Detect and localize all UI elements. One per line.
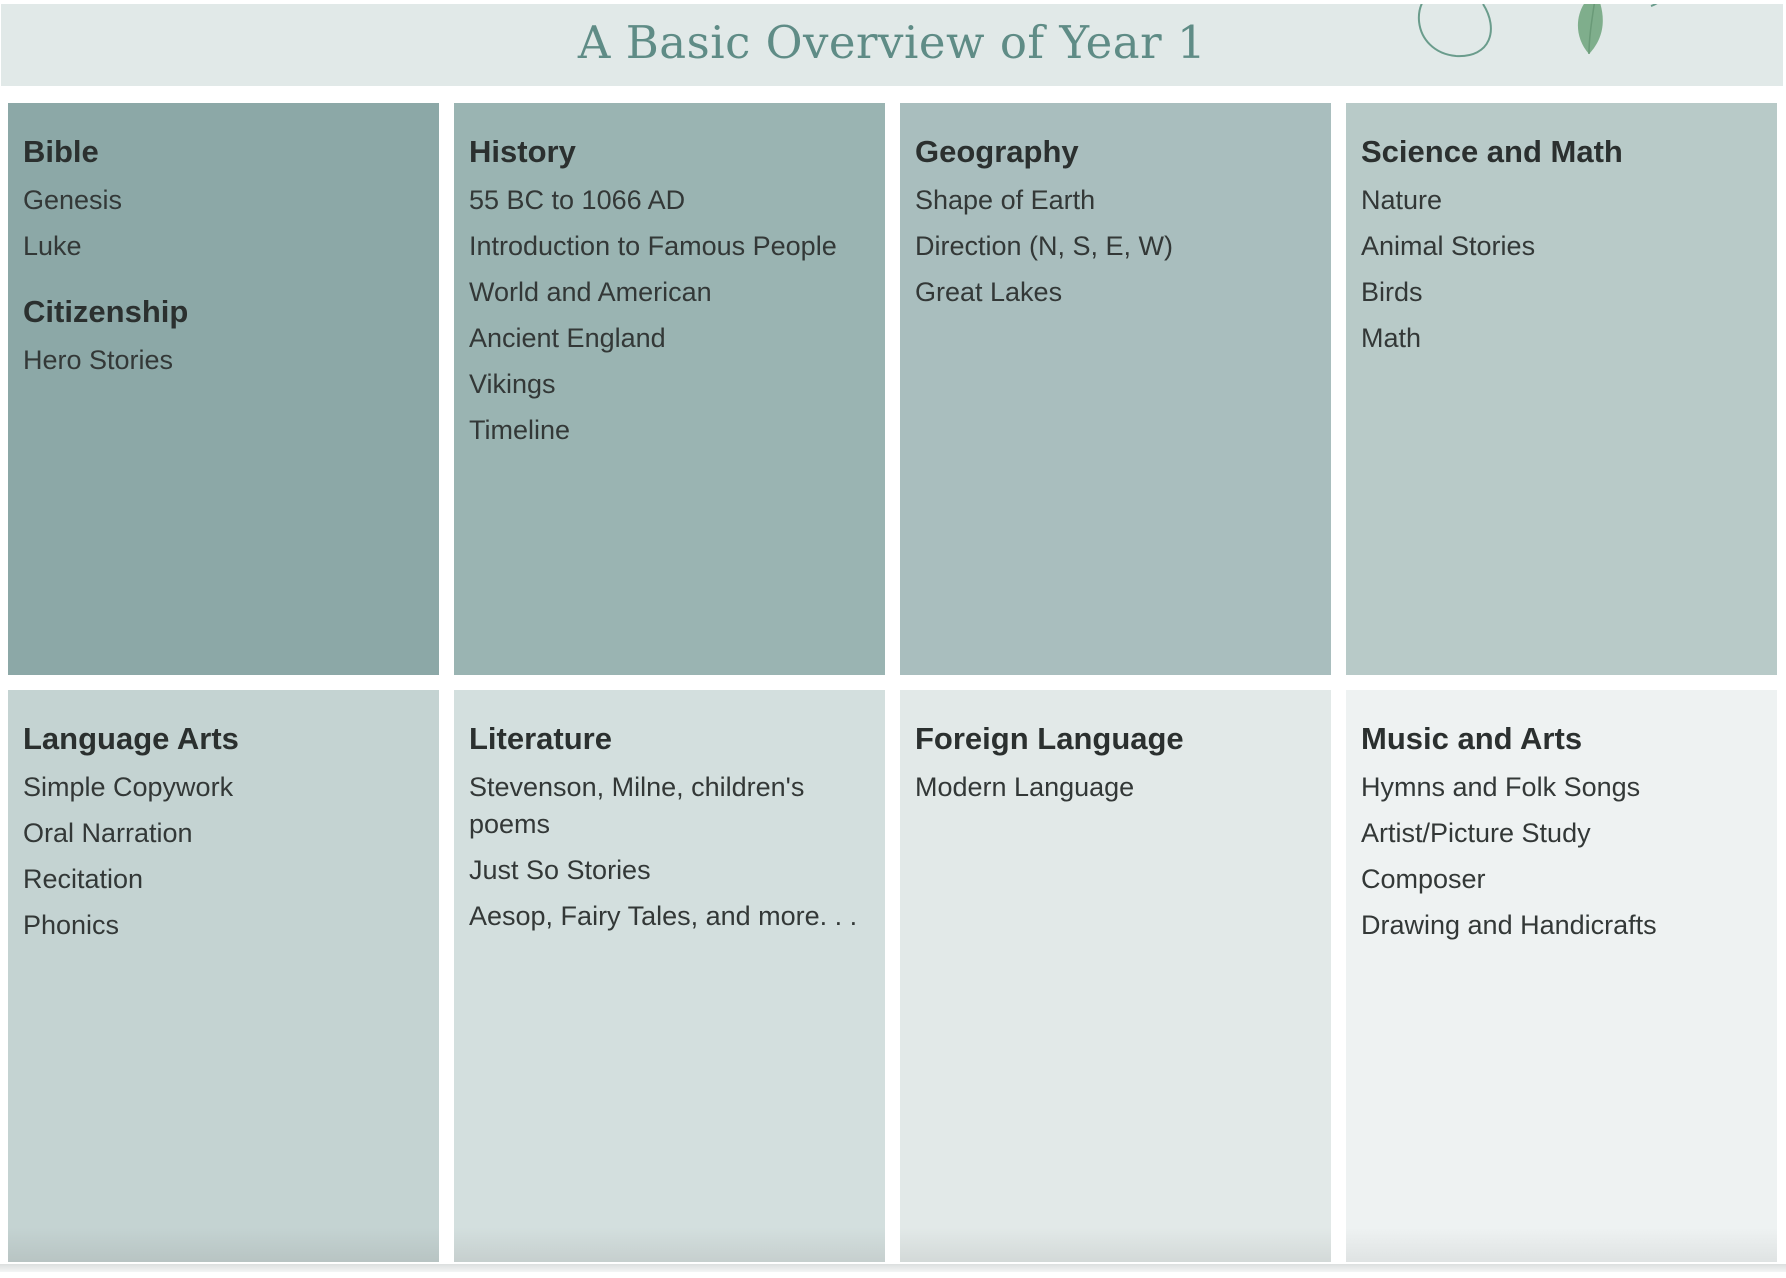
list-item: Phonics (23, 910, 120, 941)
card-heading: Geography (915, 134, 1079, 169)
card-list (23, 182, 424, 265)
card-subheading-citizenship: Citizenship (23, 294, 189, 330)
card-foreign-language (900, 690, 1331, 1262)
list-item: Stevenson, Milne, children's poems (469, 772, 805, 840)
card-heading: History (469, 134, 576, 169)
card-list (23, 769, 424, 944)
list-item: Simple Copywork (23, 772, 234, 803)
card-list (915, 182, 1316, 311)
card-history (454, 103, 885, 675)
vine-tendril (1651, 4, 1663, 6)
list-item: Direction (N, S, E, W) (915, 231, 1174, 262)
card-bible (8, 103, 439, 675)
list-item: Oral Narration (23, 818, 193, 849)
card-heading: Music and Arts (1361, 721, 1583, 756)
card-music-and-arts (1346, 690, 1777, 1262)
list-item: Animal Stories (1361, 231, 1536, 262)
list-item: Birds (1361, 277, 1423, 308)
list-item: Composer (1361, 864, 1486, 895)
card-heading: Literature (469, 721, 612, 756)
list-item: Timeline (469, 415, 571, 446)
overview-grid (8, 103, 1780, 1262)
list-item: Introduction to Famous People (469, 231, 837, 262)
list-item: Math (1361, 323, 1422, 354)
list-item: 55 BC to 1066 AD (469, 185, 686, 216)
decorative-flourish (1371, 4, 1691, 86)
list-item: World and American (469, 277, 712, 308)
list-item: Great Lakes (915, 277, 1063, 308)
card-list (915, 769, 1316, 806)
card-heading: Language Arts (23, 721, 239, 756)
list-item: Just So Stories (469, 855, 651, 886)
list-item: Modern Language (915, 772, 1135, 803)
list-item: Nature (1361, 185, 1443, 216)
card-science-and-math (1346, 103, 1777, 675)
card-list (469, 182, 870, 449)
title-banner (1, 4, 1783, 86)
list-item: Genesis (23, 185, 123, 216)
card-heading: Science and Math (1361, 134, 1623, 169)
list-item: Hero Stories (23, 345, 174, 376)
card-heading: Bible (23, 134, 99, 169)
card-geography (900, 103, 1331, 675)
card-heading: Foreign Language (915, 721, 1184, 756)
page-title: A Basic Overview of Year 1 (577, 16, 1207, 69)
card-list (1361, 769, 1762, 944)
list-item: Vikings (469, 369, 556, 400)
card-list (1361, 182, 1762, 357)
list-item: Aesop, Fairy Tales, and more. . . (469, 901, 858, 932)
card-list (469, 769, 870, 935)
list-item: Recitation (23, 864, 144, 895)
list-item: Luke (23, 231, 82, 262)
card-sublist (23, 342, 424, 379)
bottom-divider (0, 1264, 1786, 1272)
list-item: Ancient England (469, 323, 666, 354)
list-item: Artist/Picture Study (1361, 818, 1591, 849)
card-literature (454, 690, 885, 1262)
list-item: Hymns and Folk Songs (1361, 772, 1641, 803)
list-item: Shape of Earth (915, 185, 1096, 216)
card-language-arts (8, 690, 439, 1262)
list-item: Drawing and Handicrafts (1361, 910, 1657, 941)
leaf-icon (1578, 4, 1603, 54)
circle-flourish-icon (1419, 4, 1491, 56)
